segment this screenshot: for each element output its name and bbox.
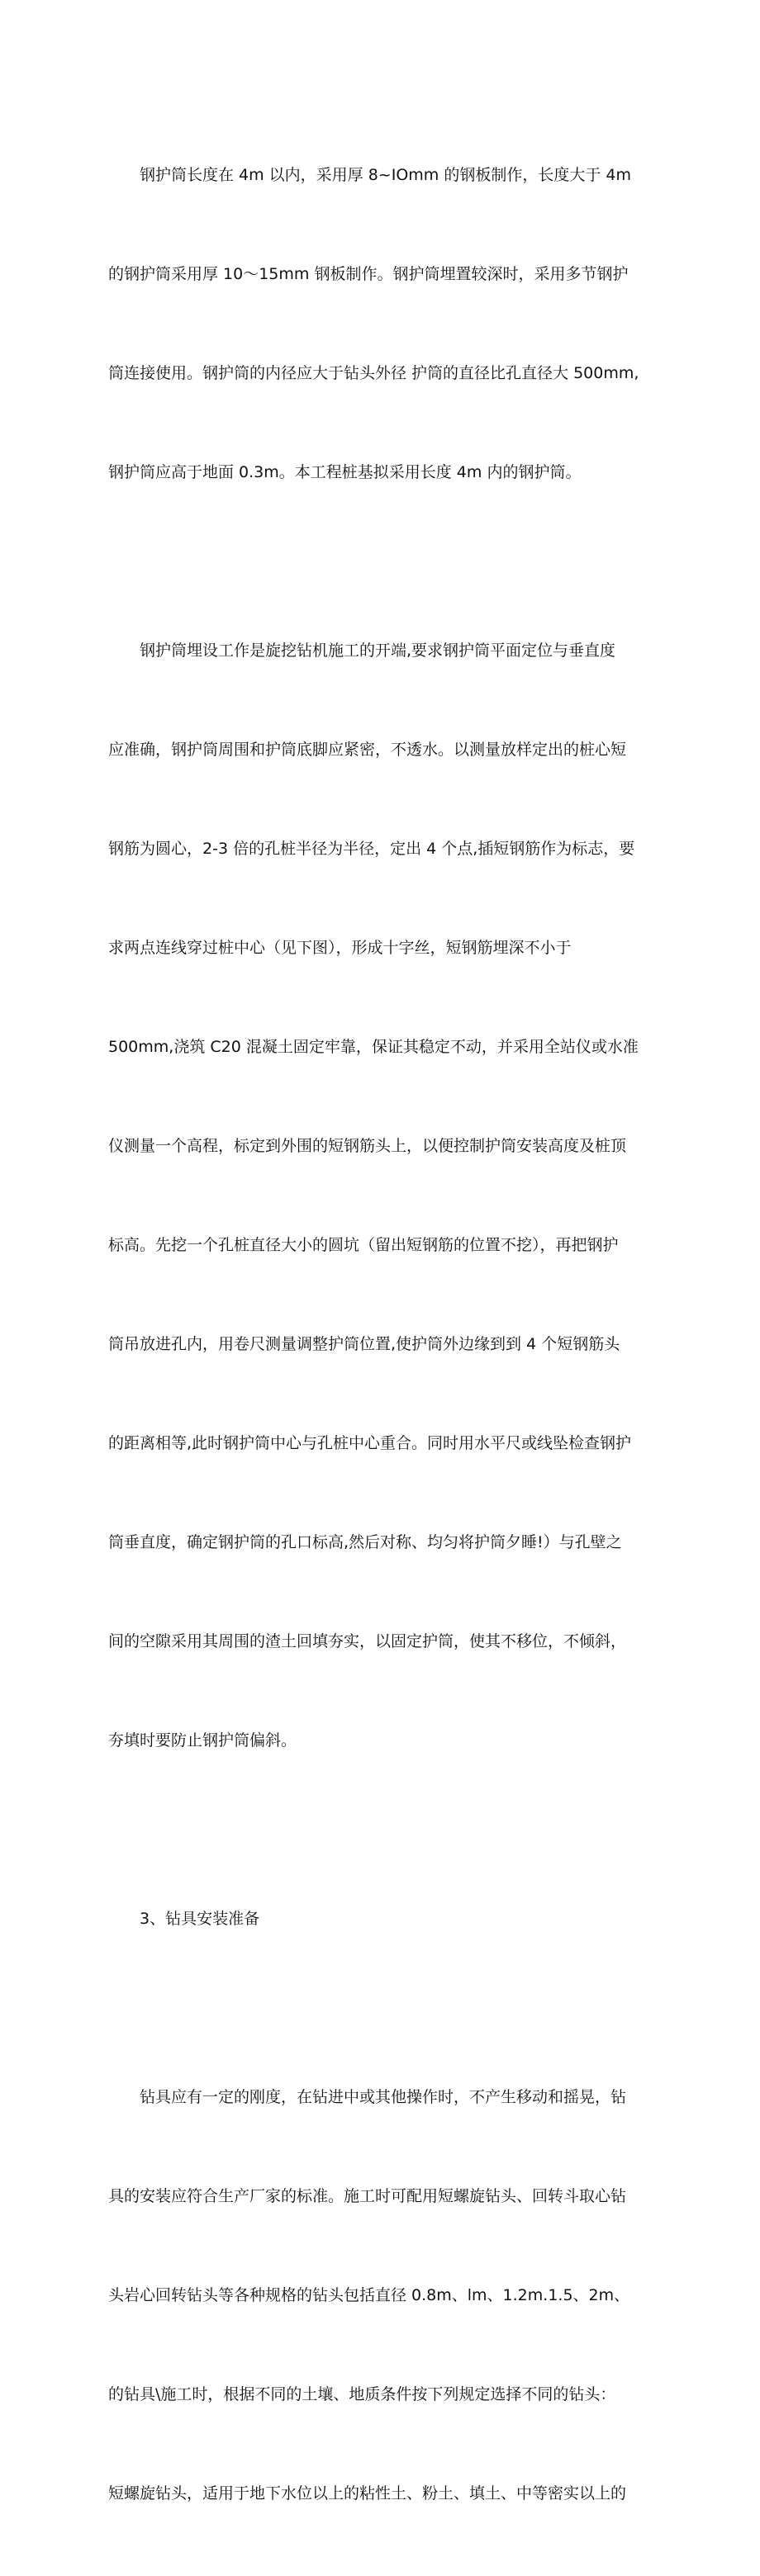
text-line: 钢筋为圆心，2-3 倍的孔桩半径为半径，定出 4 个点,插短钢筋作为标志，要 (108, 840, 635, 858)
text-line: 求两点连线穿过桩中心（见下图），形成十字丝，短钢筋埋深不小于 (108, 939, 572, 957)
text-line: 间的空隙采用其周围的渣土回填夯实，以固定护筒，使其不移位，不倾斜， (108, 1632, 627, 1650)
text-line: 具的安装应符合生产厂家的标准。施工时可配用短螺旋钻头、回转斗取心钻 (108, 2187, 627, 2205)
paragraph-steel-casing-length (108, 92, 657, 555)
text-line: 的距离相等,此时钢护筒中心与孔桩中心重合。同时用水平尺或线坠检查钢护 (108, 1434, 632, 1452)
text-line: 的钻具\施工时，根据不同的土壤、地质条件按下列规定选择不同的钻头： (108, 2385, 616, 2403)
section-heading-text: 3、钻具安装准备 (108, 1910, 260, 1928)
text-line: 筒垂直度，确定钢护筒的孔口标高,然后对称、均匀将护筒夕睡!）与孔壁之 (108, 1533, 622, 1551)
text-line: 钢护筒应高于地面 0.3m。本工程桩基拟采用长度 4m 内的钢护筒。 (108, 463, 582, 481)
text-line: 头岩心回转钻头等各种规格的钻头包括直径 0.8m、lm、1.2m.1.5、2m、 (108, 2286, 630, 2304)
section-heading-drill-tool-preparation (108, 1836, 657, 2001)
text-line: 钻具应有一定的刚度，在钻进中或其他操作时，不产生移动和摇晃，钻 (108, 2088, 627, 2106)
paragraph-spacer (108, 2001, 657, 2015)
text-line: 仪测量一个高程，标定到外围的短钢筋头上，以便控制护筒安装高度及桩顶 (108, 1137, 627, 1155)
text-line: 标高。先挖一个孔桩直径大小的圆坑（留出短钢筋的位置不挖），再把钢护 (108, 1236, 619, 1254)
paragraph-spacer (108, 1823, 657, 1836)
text-line: 的钢护筒采用厚 10～15mm 钢板制作。钢护筒埋置较深时，采用多节钢护 (108, 265, 629, 283)
text-line: 筒连接使用。钢护筒的内径应大于钻头外径 护筒的直径比孔直径大 500mm, (108, 364, 639, 382)
paragraph-spacer (108, 555, 657, 568)
text-line: 应准确，钢护筒周围和护筒底脚应紧密，不透水。以测量放样定出的桩心短 (108, 741, 627, 759)
text-line: 夯填时要防止钢护筒偏斜。 (108, 1731, 297, 1750)
document-body (108, 92, 657, 2576)
paragraph-drill-tool-requirements (108, 2015, 657, 2576)
text-line: 筒吊放进孔内，用卷尺测量调整护筒位置,使护筒外边缘到到 4 个短钢筋头 (108, 1335, 620, 1353)
text-line: 短螺旋钻头，适用于地下水位以上的粘性土、粉土、填土、中等密实以上的 (108, 2484, 627, 2503)
text-line: 钢护筒埋设工作是旋挖钻机施工的开端,要求钢护筒平面定位与垂直度 (108, 642, 616, 660)
text-line: 500mm,浇筑 C20 混凝土固定牢靠，保证其稳定不动，并采用全站仪或水准 (108, 1038, 639, 1056)
paragraph-steel-casing-installation (108, 568, 657, 1823)
text-line: 钢护筒长度在 4m 以内，采用厚 8~IOmm 的钢板制作，长度大于 4m (108, 166, 631, 184)
